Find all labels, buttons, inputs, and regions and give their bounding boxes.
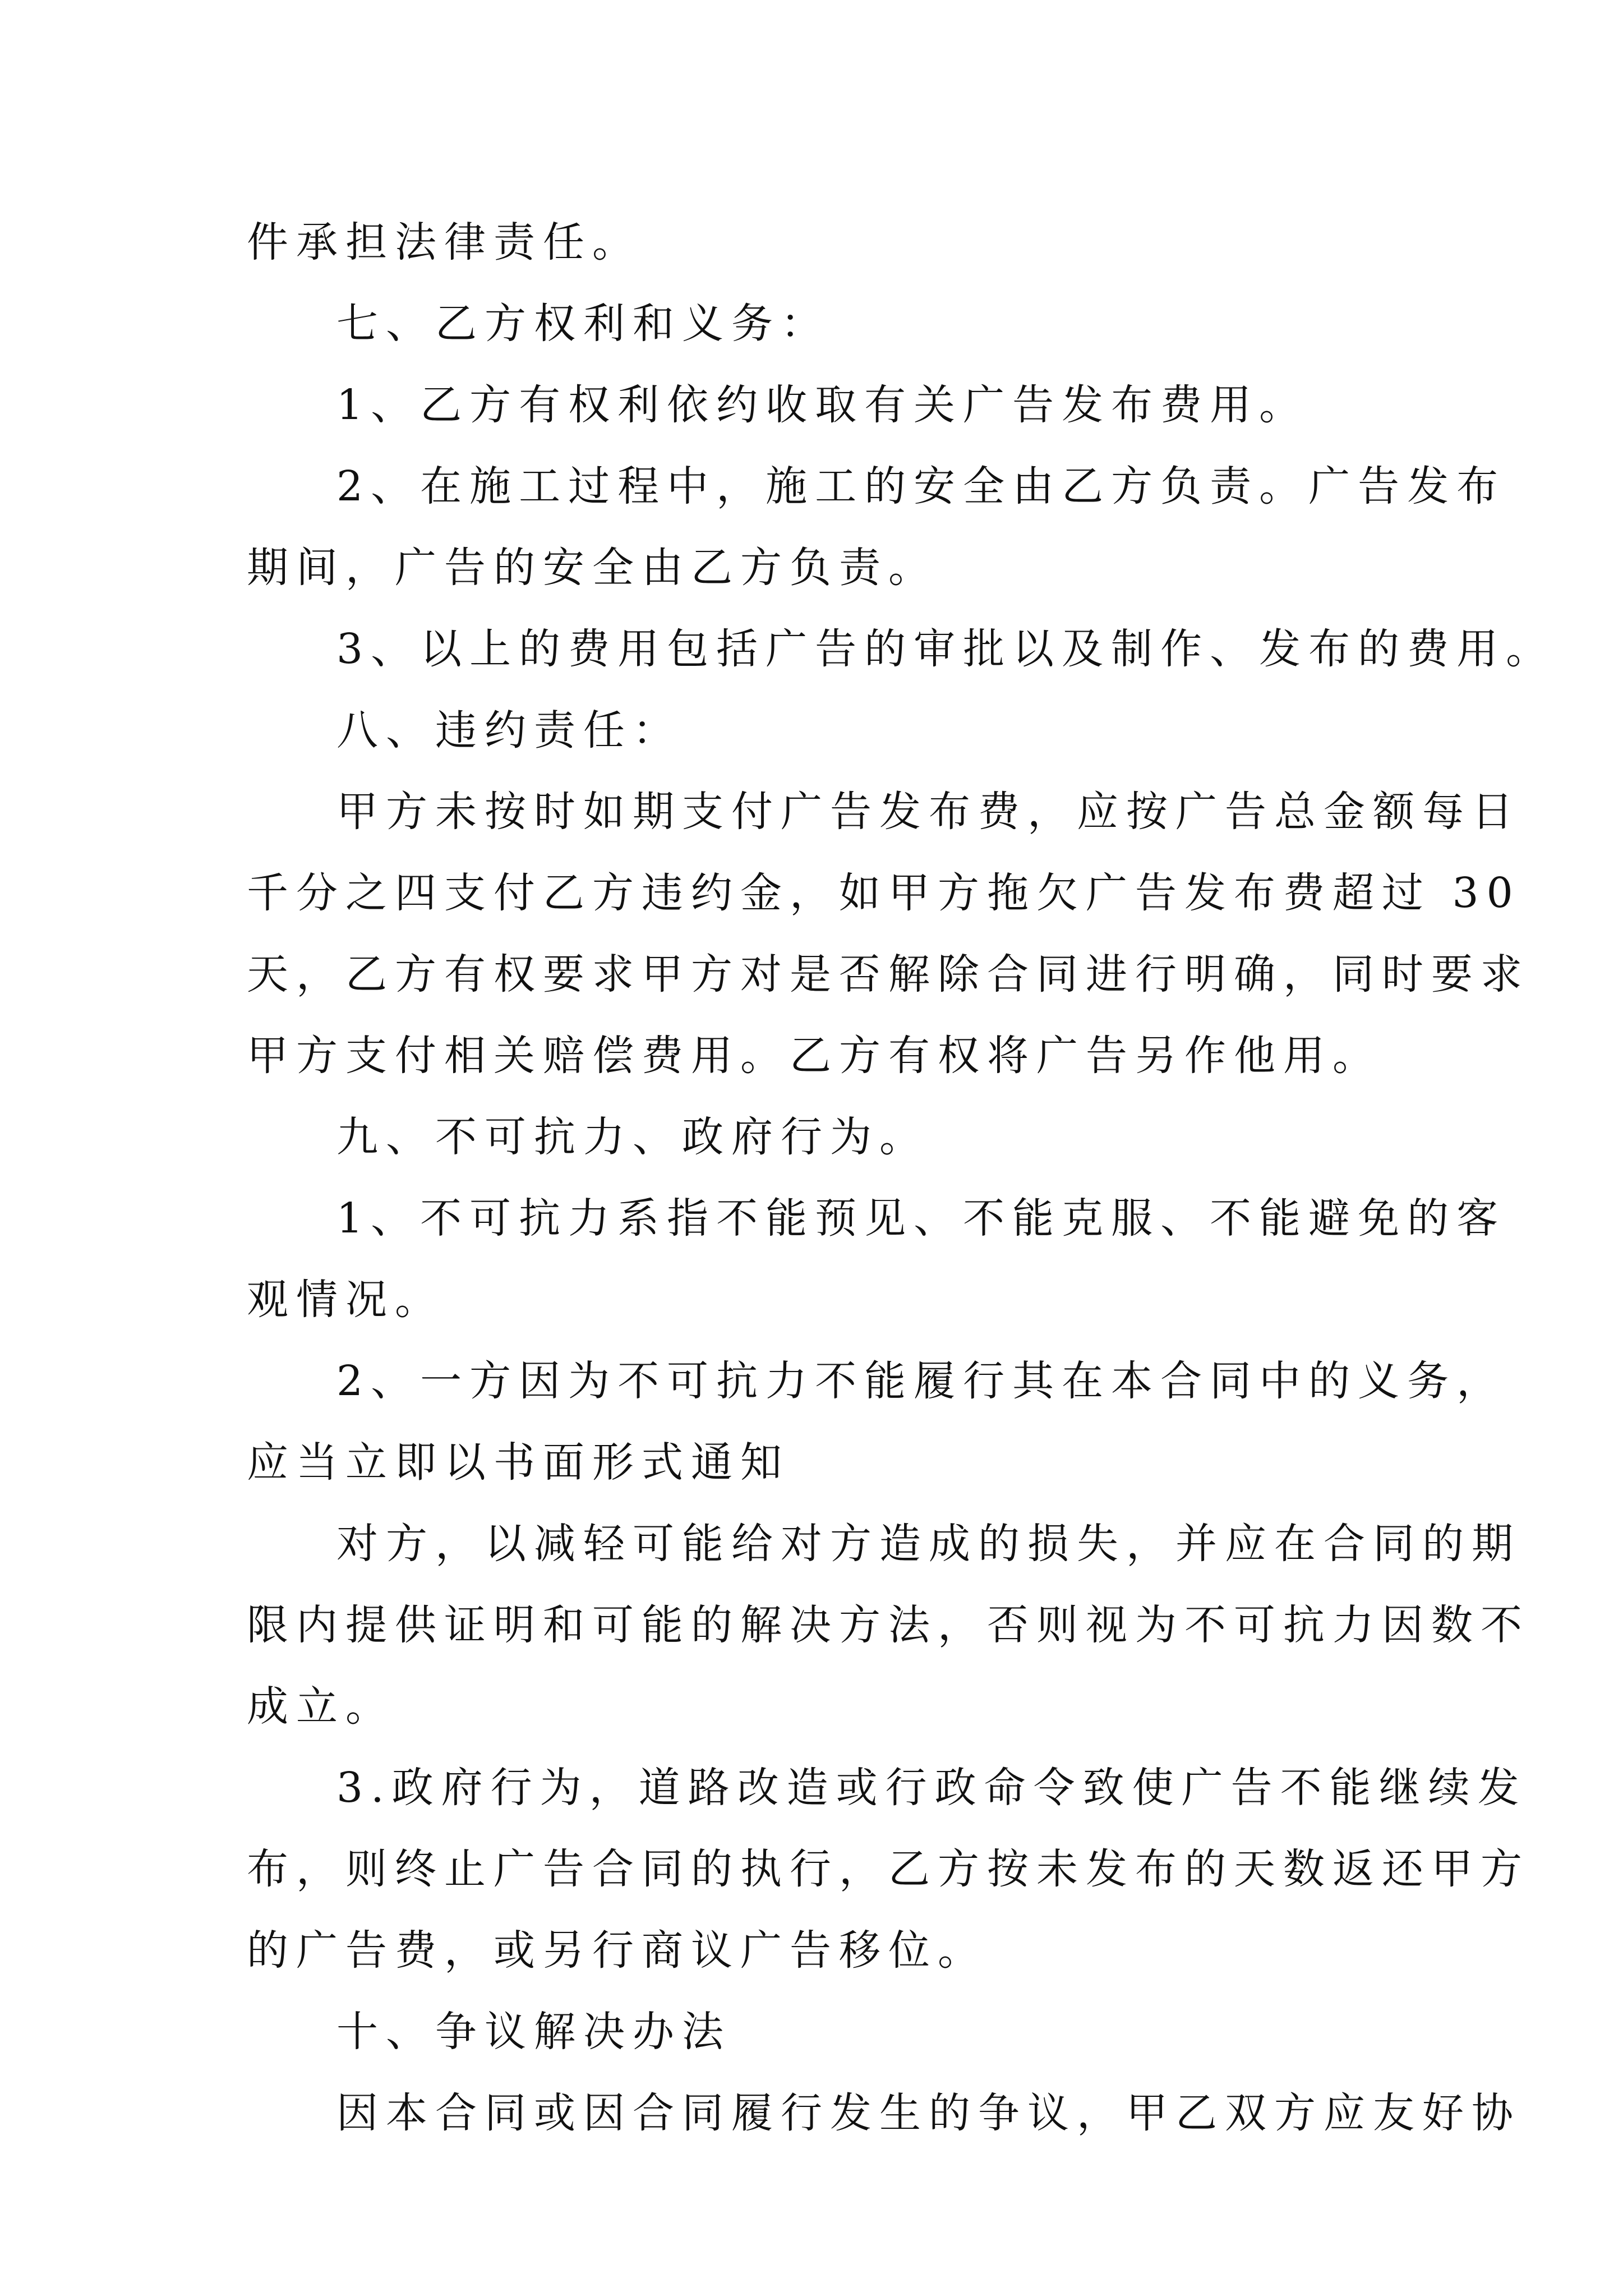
text-line: 件承担法律责任。 (247, 218, 642, 266)
text-line: 布，则终止广告合同的执行，乙方按未发布的天数返还甲方 (247, 1845, 1530, 1893)
text-line: 对方，以减轻可能给对方造成的损失，并应在合同的期 (336, 1520, 1521, 1568)
text-line: 2、在施工过程中，施工的安全由乙方负责。广告发布 (336, 462, 1506, 510)
section-heading: 十、争议解决办法 (336, 2008, 731, 2056)
text-line: 因本合同或因合同履行发生的争议，甲乙双方应友好协 (336, 2089, 1521, 2137)
text-line: 天，乙方有权要求甲方对是否解除合同进行明确，同时要求 (247, 950, 1530, 999)
text-line: 1、乙方有权利依约收取有关广告发布费用。 (336, 381, 1309, 429)
text-line: 甲方未按时如期支付广告发布费，应按广告总金额每日 (336, 788, 1521, 836)
text-line: 3.政府行为，道路改造或行政命令致使广告不能继续发 (336, 1764, 1527, 1812)
text-line: 的广告费，或另行商议广告移位。 (247, 1926, 987, 1975)
text-line: 成立。 (247, 1682, 395, 1731)
text-line: 千分之四支付乙方违约金，如甲方拖欠广告发布费超过 30 (247, 869, 1521, 917)
text-line: 2、一方因为不可抗力不能履行其在本合同中的义务， (336, 1357, 1506, 1405)
text-line: 应当立即以书面形式通知 (247, 1438, 790, 1487)
text-line: 限内提供证明和可能的解决方法，否则视为不可抗力因数不 (247, 1601, 1530, 1649)
text-line: 期间，广告的安全由乙方负责。 (247, 544, 938, 592)
text-line: 1、不可抗力系指不能预见、不能克服、不能避免的客 (336, 1194, 1506, 1243)
section-heading: 九、不可抗力、政府行为。 (336, 1113, 929, 1161)
section-heading: 七、乙方权利和义务： (336, 300, 830, 348)
section-heading: 八、违约责任： (336, 706, 682, 754)
text-line: 甲方支付相关赔偿费用。乙方有权将广告另作他用。 (247, 1032, 1382, 1080)
text-line: 观情况。 (247, 1276, 444, 1324)
text-line: 3、以上的费用包括广告的审批以及制作、发布的费用。 (336, 625, 1556, 673)
